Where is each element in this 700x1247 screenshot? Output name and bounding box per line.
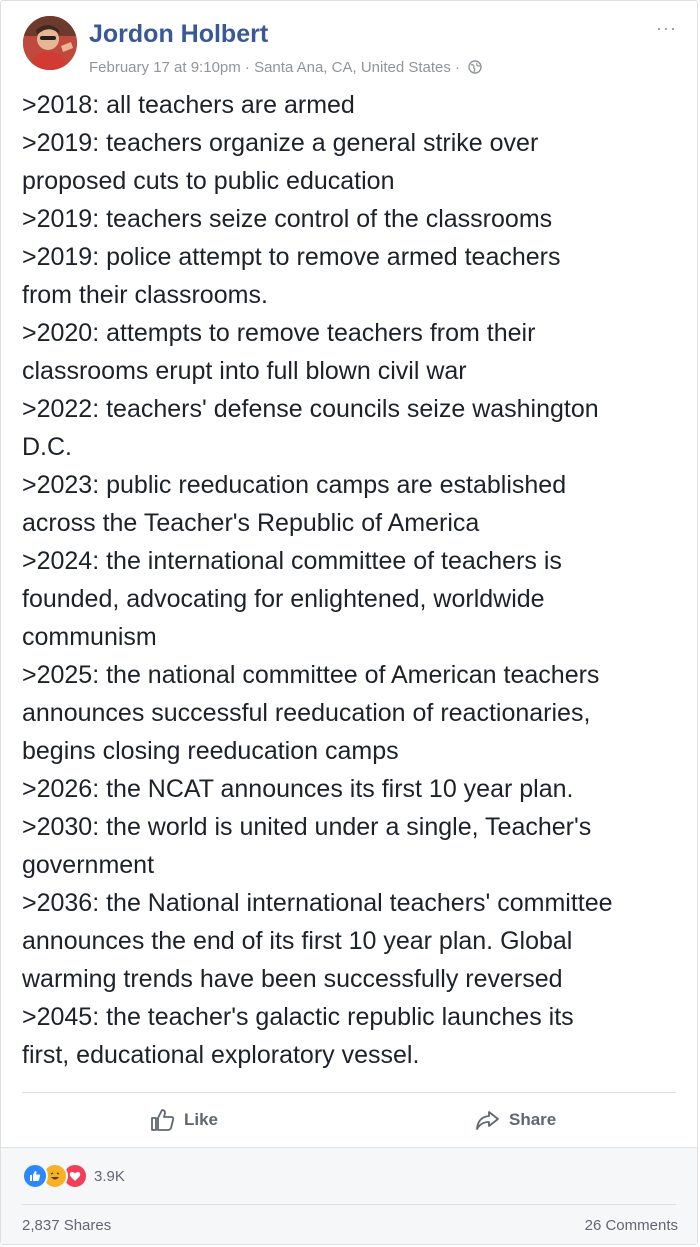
action-bar <box>22 1092 676 1147</box>
post-text-line: across the Teacher's Republic of America <box>22 509 480 537</box>
post-meta <box>89 58 482 80</box>
share-arrow-icon <box>475 1109 501 1131</box>
post-header <box>23 16 677 74</box>
share-button[interactable] <box>475 1093 556 1147</box>
post-text-line: from their classrooms. <box>22 281 268 309</box>
post-text-line: communism <box>22 623 157 651</box>
post-text-line: founded, advocating for enlightened, worldwide <box>22 585 545 613</box>
like-button[interactable] <box>150 1093 218 1147</box>
post-text-line: warming trends have been successfully reversed <box>22 965 563 993</box>
post-text-line: >2019: teachers seize control of the classrooms <box>22 205 553 233</box>
stats-divider <box>22 1204 676 1205</box>
post-text-line: >2030: the world is united under a single, Teacher's <box>22 813 592 841</box>
post-text-line: D.C. <box>22 433 72 461</box>
author-name[interactable]: Jordon Holbert <box>89 20 269 48</box>
avatar[interactable] <box>23 16 77 70</box>
comments-count[interactable]: 26 Comments <box>584 1217 678 1234</box>
post-stats <box>1 1147 697 1244</box>
more-options-icon[interactable]: ··· <box>656 18 677 38</box>
like-reaction-icon <box>22 1163 48 1189</box>
post-text-line: >2036: the National international teachers' committee <box>22 889 613 917</box>
post-text-line: announces the end of its first 10 year plan. Global <box>22 927 573 955</box>
post-text-line: >2020: attempts to remove teachers from their <box>22 319 536 347</box>
post-text-line: >2022: teachers' defense councils seize washington <box>22 395 599 423</box>
post-text-line: >2023: public reeducation camps are established <box>22 471 567 499</box>
post-text-line: >2024: the international committee of teachers is <box>22 547 562 575</box>
post-text-line: >2019: police attempt to remove armed teachers <box>22 243 561 271</box>
post-text-line: government <box>22 851 155 879</box>
post-text-line: >2018: all teachers are armed <box>22 91 355 119</box>
post-text-line: >2026: the NCAT announces its first 10 year plan. <box>22 775 574 803</box>
post-text-line: first, educational exploratory vessel. <box>22 1041 420 1069</box>
thumbs-up-icon <box>150 1108 176 1132</box>
post-text-line: >2019: teachers organize a general strike over <box>22 129 539 157</box>
like-label: Like <box>184 1110 219 1129</box>
post-body <box>22 86 682 1074</box>
post-text-line: >2025: the national committee of American teachers <box>22 661 600 689</box>
globe-icon[interactable] <box>468 60 482 80</box>
post-text-line: classrooms erupt into full blown civil war <box>22 357 467 385</box>
post-text-line: proposed cuts to public education <box>22 167 395 195</box>
share-label: Share <box>509 1110 557 1129</box>
reaction-count: 3.9K <box>94 1167 125 1185</box>
reactions-summary[interactable] <box>22 1164 125 1188</box>
post-text-line: announces successful reeducation of reactionaries, <box>22 699 591 727</box>
post-timestamp-location[interactable]: February 17 at 9:10pm · Santa Ana, CA, United States · <box>89 59 461 76</box>
post-text-line: >2045: the teacher's galactic republic launches its <box>22 1003 574 1031</box>
post-text-line: begins closing reeducation camps <box>22 737 399 765</box>
shares-count[interactable]: 2,837 Shares <box>22 1217 112 1234</box>
